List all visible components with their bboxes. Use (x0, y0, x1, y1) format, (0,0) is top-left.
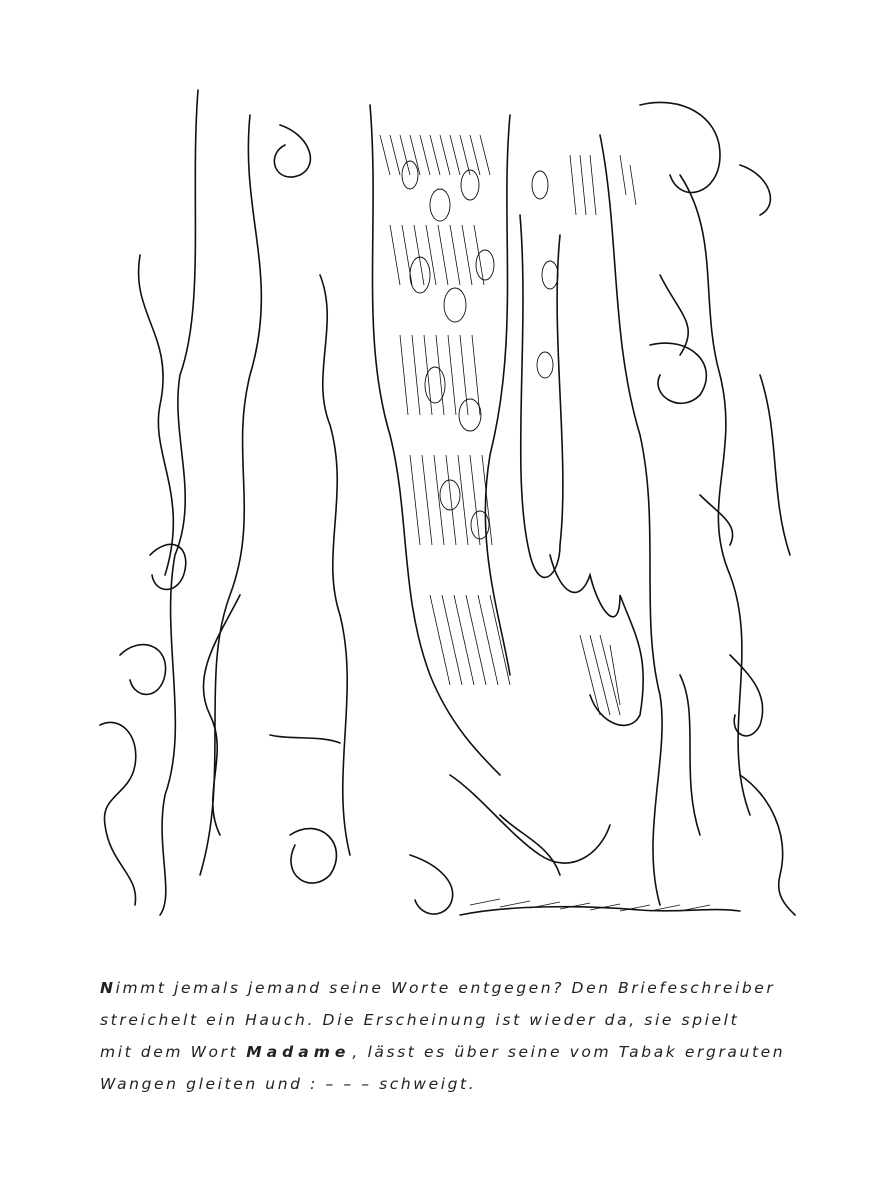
stroke-right-6 (760, 375, 790, 555)
stroke-right-5 (740, 165, 770, 215)
hatch-area-6 (580, 635, 620, 715)
scribble-oval-9 (440, 480, 460, 510)
stroke-left-1 (160, 90, 198, 915)
stroke-center-5 (600, 135, 662, 905)
scribble-oval-12 (542, 261, 558, 289)
scribble-oval-13 (537, 352, 553, 378)
stroke-right-4 (650, 343, 706, 403)
caption-initial: N (100, 979, 116, 997)
stroke-right-2 (680, 175, 750, 815)
ink-drawing (80, 75, 810, 935)
caption-madame: Madame (246, 1043, 351, 1061)
stroke-left-7 (100, 722, 136, 905)
stroke-left-6 (203, 595, 240, 835)
hatch-area-3 (400, 335, 480, 415)
hatch-area-7 (570, 155, 636, 215)
caption (100, 972, 820, 1100)
scribble-oval-5 (444, 288, 466, 322)
caption-line-3-start: mit dem Wort (100, 1043, 239, 1061)
stroke-left-10 (270, 735, 340, 743)
scribble-oval-2 (430, 189, 450, 221)
hatch-area-4 (410, 455, 492, 545)
caption-line-1 (100, 972, 820, 1004)
stroke-center-8 (410, 855, 453, 914)
caption-line-3 (100, 1036, 820, 1068)
stroke-left-2 (139, 255, 174, 575)
stroke-right-7 (700, 495, 733, 545)
stroke-left-5 (320, 275, 350, 855)
stroke-right-8 (730, 655, 763, 736)
hatch-area-2 (390, 225, 484, 285)
scribble-oval-8 (459, 399, 481, 431)
scribble-oval-11 (532, 171, 548, 199)
scribble-oval-7 (425, 367, 445, 403)
stroke-right-10 (680, 675, 700, 835)
stroke-right-9 (740, 775, 795, 915)
stroke-center-1 (370, 105, 500, 775)
caption-line-4: Wangen gleiten und : – – – schweigt. (100, 1075, 477, 1093)
stroke-left-3 (200, 115, 261, 875)
hatch-area-1 (380, 135, 490, 175)
ink-drawing-svg (80, 75, 810, 935)
stroke-center-3 (520, 215, 563, 577)
caption-line-2: streichelt ein Hauch. Die Erscheinung ist wieder da, sie spielt (100, 1011, 740, 1029)
caption-line-3-end: , lässt es über seine vom Tabak ergrauten (352, 1043, 786, 1061)
stroke-left-11 (290, 829, 336, 884)
stroke-left-8 (120, 645, 166, 695)
stroke-right-1 (640, 102, 720, 192)
scribble-oval-6 (476, 250, 494, 280)
stroke-center-6 (450, 775, 610, 863)
caption-line-1-text: immt jemals jemand seine Worte entgegen? Den Briefeschreiber (115, 979, 776, 997)
hatch-area-5 (430, 595, 510, 685)
stroke-center-7 (500, 815, 560, 875)
stroke-left-4 (274, 125, 310, 177)
stroke-center-2 (485, 115, 510, 675)
